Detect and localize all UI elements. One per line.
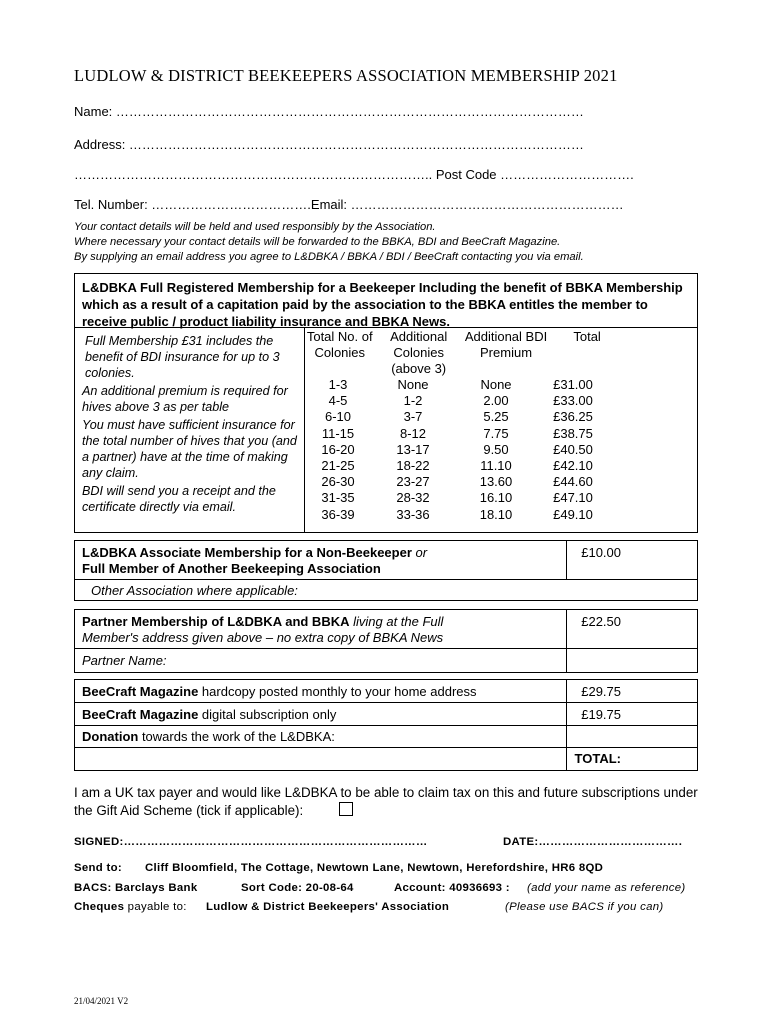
table-cell: 16-20	[321, 441, 355, 457]
table-row	[305, 393, 625, 409]
version-stamp: 21/04/2021 V2	[74, 996, 129, 1006]
table-cell: 21-25	[321, 457, 355, 473]
table-cell: None	[397, 377, 429, 392]
account-number: Account: 40936693 :	[394, 882, 510, 894]
table-row	[305, 426, 625, 442]
table-cell: 6-10	[324, 409, 352, 425]
table-cell: 28-32	[396, 490, 430, 506]
table-cell: 3-7	[403, 409, 423, 425]
beecraft-hardcopy-price: £29.75	[581, 684, 621, 699]
date-field[interactable]: DATE:……………………………….	[503, 836, 683, 848]
signed-field[interactable]: SIGNED:……………………………………………………………………	[74, 836, 428, 848]
table-cell: 11.10	[480, 457, 512, 473]
table-cell: 4-5	[328, 393, 348, 409]
table-cell: £31.00	[553, 377, 593, 392]
table-row	[305, 490, 625, 506]
table-cell: £42.10	[553, 457, 593, 473]
table-row	[305, 507, 625, 523]
full-membership-heading: L&DBKA Full Registered Membership for a Beekeeper Including the benefit of BBKA Membership which as a result of a capitation paid by the association to the BBKA entitles the member to receive public / product liability insurance and BBKA News.	[82, 280, 683, 329]
extras-box	[74, 679, 698, 771]
table-cell: £33.00	[553, 393, 593, 409]
associate-box	[74, 540, 698, 601]
other-association-field[interactable]: Other Association where applicable:	[91, 583, 298, 598]
table-cell: 23-27	[396, 474, 430, 490]
postcode-field[interactable]: ……………………………………………………………………….. Post Code ………………………….	[74, 167, 634, 182]
address-field[interactable]: Address: ……………………………………………………………………………………………	[74, 137, 584, 152]
beecraft-hardcopy: BeeCraft Magazine hardcopy posted monthly to your home address	[82, 684, 477, 699]
table-row	[305, 409, 625, 425]
table-cell: 18.10	[479, 506, 513, 522]
table-cell: £40.50	[553, 441, 593, 457]
table-cell: £47.10	[553, 490, 593, 506]
send-to-address: Cliff Bloomfield, The Cottage, Newtown Lane, Newtown, Herefordshire, HR6 8QD	[145, 862, 604, 874]
beecraft-digital: BeeCraft Magazine digital subscription only	[82, 707, 337, 722]
table-cell: 13.60	[479, 474, 513, 490]
partner-price: £22.50	[581, 614, 621, 629]
name-field[interactable]: Name: ………………………………………………………………………………………………	[74, 104, 584, 119]
table-rows	[305, 377, 625, 523]
table-cell: 33-36	[396, 506, 430, 522]
table-row	[305, 377, 625, 393]
table-cell: 1-3	[328, 377, 348, 392]
col-additional-colonies: Additional Colonies (above 3)	[390, 329, 448, 376]
bdi-premium-table	[305, 329, 625, 377]
table-cell: £36.25	[553, 409, 593, 425]
associate-price: £10.00	[581, 545, 621, 560]
sort-code: Sort Code: 20-08-64	[241, 882, 354, 894]
privacy-note: Your contact details will be held and used responsibly by the Association. Where necessary your contact details will be forwarded to the BBKA, BDI and BeeCraft Magazine. By supplying an email address you agree to L&DBKA / BBKA / BDI / BeeCraft contacting you via email.	[74, 221, 584, 263]
send-to-label: Send to:	[74, 862, 122, 874]
table-row	[305, 458, 625, 474]
table-row	[305, 442, 625, 458]
col-total-colonies: Total No. of Colonies	[306, 329, 373, 360]
total-label: TOTAL:	[574, 751, 621, 766]
donation-row: Donation towards the work of the L&DBKA:	[82, 729, 335, 744]
cheques-note: (Please use BACS if you can)	[505, 901, 664, 913]
table-cell: 26-30	[321, 474, 355, 490]
table-cell: £38.75	[553, 425, 593, 441]
col-total: Total	[573, 329, 601, 344]
table-cell: None	[480, 377, 512, 392]
gift-aid-statement: I am a UK tax payer and would like L&DBKA to be able to claim tax on this and future subscriptions under the Gift Aid Scheme (tick if applicable):	[74, 785, 698, 818]
partner-membership: Partner Membership of L&DBKA and BBKA living at the Full Member's address given above – no extra copy of BBKA News	[82, 614, 444, 645]
partner-name-field[interactable]: Partner Name:	[82, 653, 167, 668]
page-title: LUDLOW & DISTRICT BEEKEEPERS ASSOCIATION MEMBERSHIP 2021	[74, 66, 618, 85]
table-cell: 2.00	[483, 393, 509, 409]
table-cell: 1-2	[403, 393, 423, 409]
table-cell: 8-12	[399, 425, 427, 441]
bacs-reference-note: (add your name as reference)	[527, 882, 686, 894]
table-cell: £49.10	[553, 506, 593, 522]
bacs-bank: BACS: Barclays Bank	[74, 882, 198, 894]
full-membership-box	[74, 273, 698, 533]
payee-name: Ludlow & District Beekeepers' Association	[206, 901, 450, 913]
associate-membership: L&DBKA Associate Membership for a Non-Beekeeper or Full Member of Another Beekeeping Association	[82, 545, 428, 576]
cheques-label: Cheques payable to:	[74, 901, 187, 913]
table-cell: 9.50	[483, 441, 509, 457]
tel-email-field[interactable]: Tel. Number: ……………………………….Email: ………………………………………………………	[74, 197, 624, 212]
table-cell: £44.60	[553, 474, 593, 490]
col-bdi-premium: Additional BDI Premium	[464, 329, 548, 360]
beecraft-digital-price: £19.75	[581, 707, 621, 722]
table-cell: 16.10	[479, 490, 513, 506]
partner-box	[74, 609, 698, 673]
table-cell: 11-15	[321, 425, 355, 441]
table-row	[305, 474, 625, 490]
table-cell: 18-22	[396, 457, 430, 473]
table-cell: 36-39	[321, 506, 355, 522]
table-cell: 13-17	[396, 441, 430, 457]
table-cell: 5.25	[483, 409, 509, 425]
table-cell: 7.75	[483, 425, 509, 441]
gift-aid-checkbox[interactable]	[339, 802, 353, 816]
full-membership-description: Full Membership £31 includes the benefit of BDI insurance for up to 3 colonies. An additional premium is required for hives above 3 as per table You must have sufficient insurance for the total number of hives that you (and a partner) have at the time of making any claim. BDI will send you a receipt and the certificate directly via email.	[82, 334, 297, 514]
table-cell: 31-35	[321, 490, 355, 506]
